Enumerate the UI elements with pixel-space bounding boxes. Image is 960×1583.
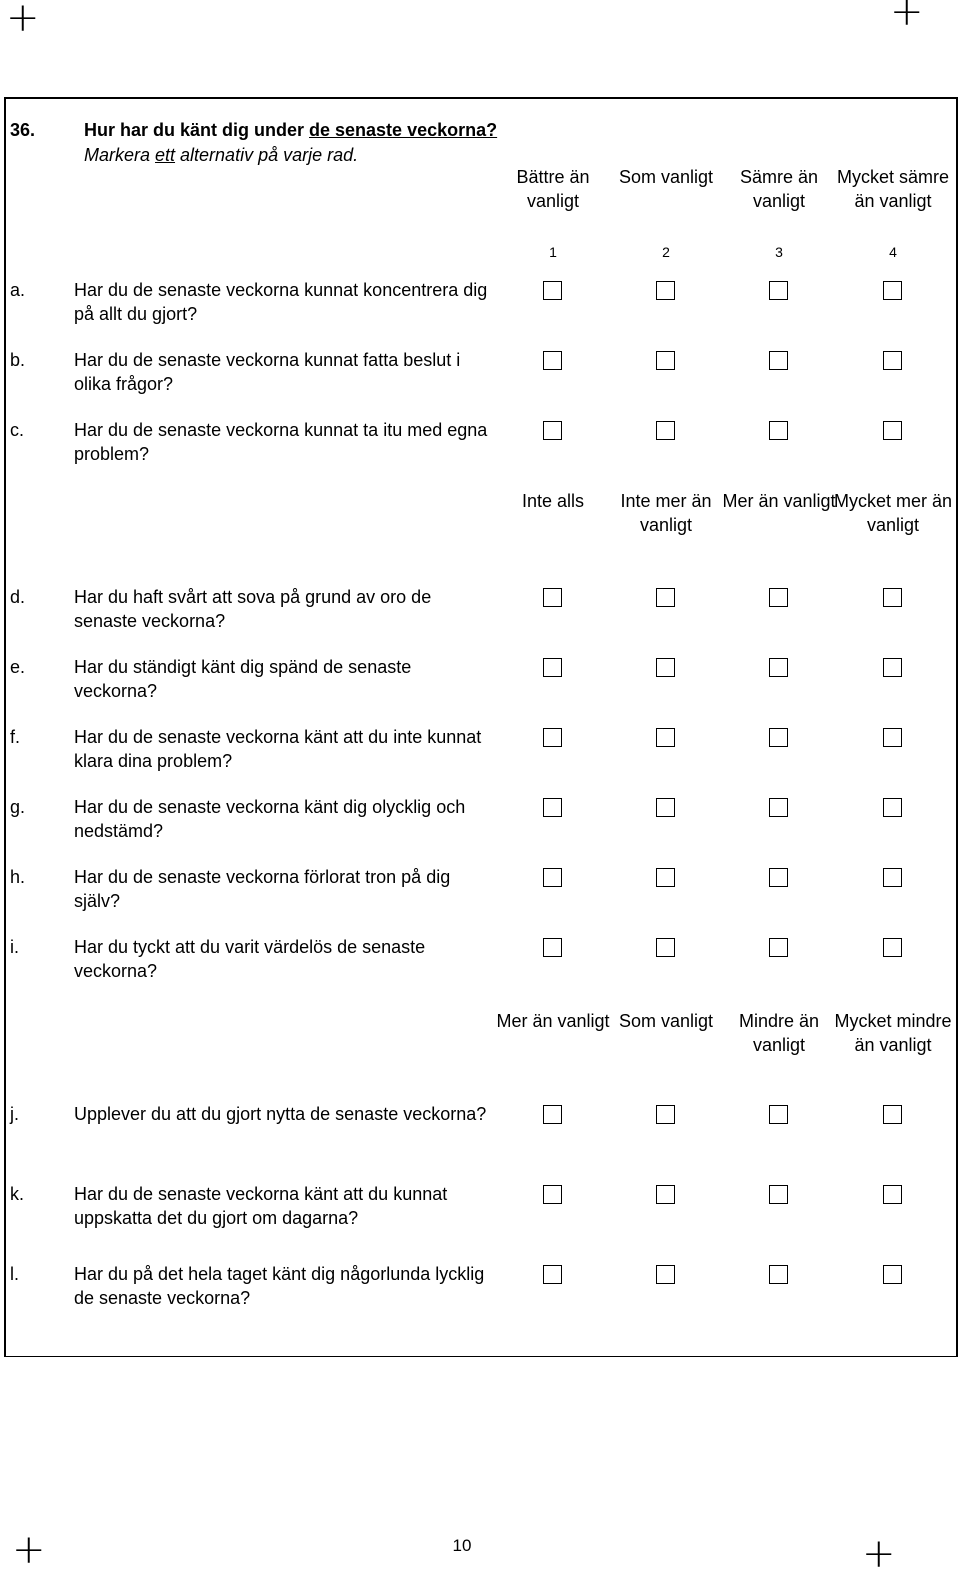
answer-checkbox[interactable] (769, 868, 788, 887)
answer-checkbox[interactable] (656, 421, 675, 440)
item-question-text: Upplever du att du gjort nytta de senaste veckorna? (74, 1104, 487, 1124)
column-header: Sämre än vanligt (739, 167, 819, 211)
column-header: Mycket sämre än vanligt (836, 167, 950, 211)
item-question-text: Har du ständigt känt dig spänd de senaste veckorna? (74, 657, 412, 701)
answer-checkbox[interactable] (883, 588, 902, 607)
item-question-text: Har du de senaste veckorna känt att du kunnat uppskatta det du gjort om dagarna? (74, 1184, 448, 1228)
answer-checkbox[interactable] (769, 421, 788, 440)
column-header: Mer än vanligt (496, 1011, 610, 1031)
item-question-text: Har du tyckt att du varit värdelös de senaste veckorna? (74, 937, 426, 981)
answer-checkbox[interactable] (883, 1185, 902, 1204)
item-question-text: Har du de senaste veckorna känt att du inte kunnat klara dina problem? (74, 727, 482, 771)
answer-checkbox[interactable] (769, 1185, 788, 1204)
answer-checkbox[interactable] (656, 1265, 675, 1284)
column-header: Inte mer än vanligt (620, 491, 712, 535)
item-question-text: Har du de senaste veckorna känt dig olycklig och nedstämd? (74, 797, 466, 841)
item-question-text: Har du på det hela taget känt dig någorlunda lycklig de senaste veckorna? (74, 1264, 485, 1308)
answer-checkbox[interactable] (656, 1105, 675, 1124)
answer-checkbox[interactable] (769, 938, 788, 957)
question-title: Hur har du känt dig under de senaste veckorna? (84, 120, 498, 140)
answer-checkbox[interactable] (656, 351, 675, 370)
answer-checkbox[interactable] (543, 281, 562, 300)
column-header: Mer än vanligt (722, 491, 836, 511)
scale-number: 1 (549, 244, 557, 260)
answer-checkbox[interactable] (543, 868, 562, 887)
answer-checkbox[interactable] (543, 798, 562, 817)
column-header: Som vanligt (618, 167, 714, 187)
answer-checkbox[interactable] (656, 868, 675, 887)
column-header: Mycket mindre än vanligt (834, 1011, 952, 1055)
item-label: h. (10, 867, 26, 887)
answer-checkbox[interactable] (543, 351, 562, 370)
answer-checkbox[interactable] (543, 588, 562, 607)
answer-checkbox[interactable] (656, 658, 675, 677)
answer-checkbox[interactable] (656, 728, 675, 747)
answer-checkbox[interactable] (883, 798, 902, 817)
item-label: k. (10, 1184, 25, 1204)
answer-checkbox[interactable] (543, 421, 562, 440)
answer-checkbox[interactable] (769, 798, 788, 817)
crop-mark-bottom-right: + (862, 1531, 896, 1577)
item-question-text: Har du haft svårt att sova på grund av oro de senaste veckorna? (74, 587, 432, 631)
answer-checkbox[interactable] (769, 1265, 788, 1284)
answer-checkbox[interactable] (769, 1105, 788, 1124)
question-number: 36. (10, 120, 36, 140)
column-header: Som vanligt (618, 1011, 714, 1031)
answer-checkbox[interactable] (543, 938, 562, 957)
item-label: l. (10, 1264, 19, 1284)
scale-number: 3 (775, 244, 783, 260)
answer-checkbox[interactable] (883, 1105, 902, 1124)
item-label: e. (10, 657, 26, 677)
answer-checkbox[interactable] (656, 588, 675, 607)
answer-checkbox[interactable] (883, 351, 902, 370)
crop-mark-bottom-left: + (12, 1527, 46, 1573)
item-label: b. (10, 350, 26, 370)
item-label: d. (10, 587, 26, 607)
scale-number: 4 (889, 244, 897, 260)
item-question-text: Har du de senaste veckorna kunnat koncentrera dig på allt du gjort? (74, 280, 488, 324)
item-label: i. (10, 937, 19, 957)
column-header: Mindre än vanligt (738, 1011, 820, 1055)
answer-checkbox[interactable] (883, 658, 902, 677)
item-label: a. (10, 280, 26, 300)
answer-checkbox[interactable] (543, 1105, 562, 1124)
answer-checkbox[interactable] (656, 938, 675, 957)
answer-checkbox[interactable] (769, 351, 788, 370)
answer-checkbox[interactable] (883, 1265, 902, 1284)
item-label: f. (10, 727, 21, 747)
item-question-text: Har du de senaste veckorna kunnat fatta beslut i olika frågor? (74, 350, 461, 394)
answer-checkbox[interactable] (656, 281, 675, 300)
answer-checkbox[interactable] (656, 1185, 675, 1204)
crop-mark-top-left: + (6, 0, 40, 41)
answer-checkbox[interactable] (656, 798, 675, 817)
crop-mark-top-right: + (890, 0, 924, 35)
column-header: Mycket mer än vanligt (833, 491, 953, 535)
item-label: c. (10, 420, 25, 440)
column-header: Inte alls (521, 491, 585, 511)
answer-checkbox[interactable] (883, 728, 902, 747)
answer-checkbox[interactable] (543, 1185, 562, 1204)
answer-checkbox[interactable] (769, 588, 788, 607)
answer-checkbox[interactable] (769, 728, 788, 747)
item-label: g. (10, 797, 26, 817)
scale-number: 2 (662, 244, 670, 260)
answer-checkbox[interactable] (543, 1265, 562, 1284)
answer-checkbox[interactable] (769, 281, 788, 300)
item-question-text: Har du de senaste veckorna förlorat tron på dig själv? (74, 867, 451, 911)
question-instruction: Markera ett alternativ på varje rad. (84, 145, 359, 165)
column-header: Bättre än vanligt (516, 167, 590, 211)
answer-checkbox[interactable] (543, 658, 562, 677)
page-number: 10 (452, 1536, 472, 1555)
answer-checkbox[interactable] (883, 281, 902, 300)
answer-checkbox[interactable] (883, 421, 902, 440)
answer-checkbox[interactable] (883, 868, 902, 887)
answer-checkbox[interactable] (883, 938, 902, 957)
item-label: j. (10, 1104, 19, 1124)
answer-checkbox[interactable] (543, 728, 562, 747)
item-question-text: Har du de senaste veckorna kunnat ta itu med egna problem? (74, 420, 488, 464)
answer-checkbox[interactable] (769, 658, 788, 677)
